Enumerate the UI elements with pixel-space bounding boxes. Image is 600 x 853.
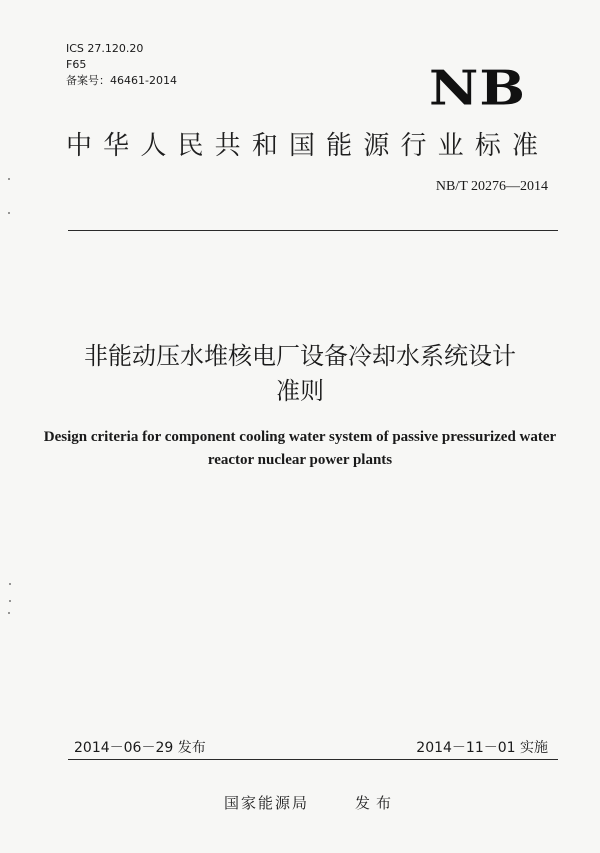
title-cn-line1: 非能动压水堆核电厂设备冷却水系统设计 [84, 342, 516, 370]
top-divider [68, 230, 558, 231]
scan-speck [8, 612, 10, 614]
bottom-divider [68, 759, 558, 760]
record-number: 备案号：46461-2014 [66, 74, 177, 87]
scan-speck [9, 583, 11, 585]
scan-speck [9, 600, 11, 602]
title-cn-line2: 准则 [276, 377, 324, 405]
standard-category: 中华人民共和国能源行业标准 [66, 131, 548, 161]
publish-label: 发布 [355, 794, 398, 812]
ics-code: ICS 27.120.20 [66, 42, 144, 55]
classification-code: F65 [66, 58, 87, 71]
issue-date: 2014－06－29 发布 [74, 740, 206, 756]
scan-speck [8, 178, 10, 180]
standard-number: NB/T 20276—2014 [435, 179, 548, 194]
title-en-line1: Design criteria for component cooling water system of passive pressurized water [43, 429, 557, 445]
title-en-line2: reactor nuclear power plants [207, 452, 393, 468]
scan-speck [8, 212, 10, 214]
nb-logo: NB [428, 59, 526, 117]
implementation-date: 2014－11－01 实施 [416, 740, 548, 756]
publisher-name: 国家能源局 [224, 794, 310, 812]
